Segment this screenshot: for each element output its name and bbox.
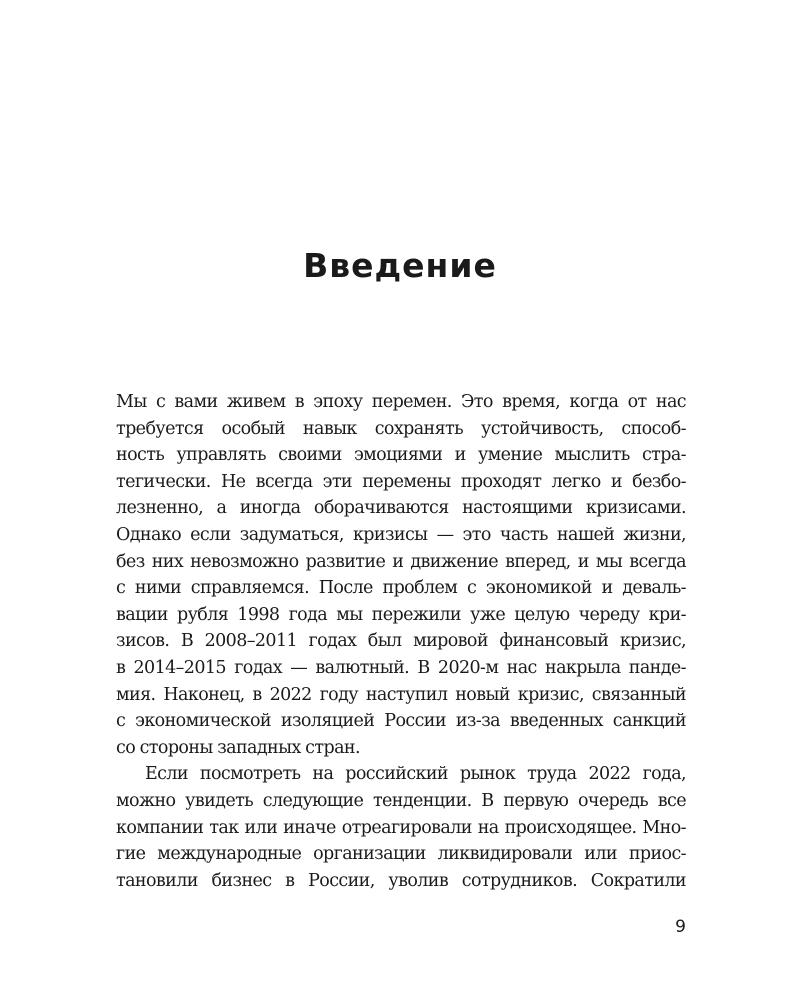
text-line: требуется особый навык сохранять устойчивость, способ- bbox=[116, 418, 686, 439]
chapter-title: Введение bbox=[303, 246, 497, 285]
text-line: Если посмотреть на российский рынок труда 2022 года, bbox=[145, 764, 686, 785]
text-line: мия. Наконец, в 2022 году наступил новый кризис, связанный bbox=[116, 684, 686, 705]
paragraph-1 bbox=[116, 389, 686, 761]
text-line: со стороны западных стран. bbox=[116, 737, 360, 758]
text-line: с ними справляемся. После проблем с экономикой и деваль- bbox=[116, 578, 686, 599]
text-line: с экономической изоляцией России из-за введенных санкций bbox=[116, 711, 686, 732]
text-line: можно увидеть следующие тенденции. В первую очередь все bbox=[116, 790, 686, 811]
text-line: в 2014–2015 годах — валютный. В 2020-м нас накрыла панде- bbox=[116, 657, 686, 678]
text-line: зисов. В 2008–2011 годах был мировой финансовый кризис, bbox=[116, 631, 686, 652]
text-line: Мы с вами живем в эпоху перемен. Это время, когда от нас bbox=[116, 392, 686, 412]
text-line: лезненно, а иногда оборачиваются настоящими кризисами. bbox=[116, 498, 686, 519]
text-line: компании так или иначе отреагировали на происходящее. Мно- bbox=[116, 817, 686, 838]
page-number: 9 bbox=[675, 917, 686, 937]
body-text bbox=[116, 389, 686, 894]
text-line: без них невозможно развитие и движение вперед, и мы всегда bbox=[116, 551, 686, 572]
text-line: тегически. Не всегда эти перемены проходят легко и безбо- bbox=[116, 471, 686, 492]
text-line: Однако если задуматься, кризисы — это часть нашей жизни, bbox=[116, 524, 686, 545]
text-line: ность управлять своими эмоциями и умение мыслить стра- bbox=[116, 445, 686, 466]
text-line: гие международные организации ликвидировали или приос- bbox=[116, 844, 686, 865]
paragraph-2 bbox=[116, 761, 686, 894]
text-line: тановили бизнес в России, уволив сотрудников. Сократили bbox=[116, 870, 686, 891]
text-line: вации рубля 1998 года мы пережили уже целую череду кри- bbox=[116, 604, 686, 625]
